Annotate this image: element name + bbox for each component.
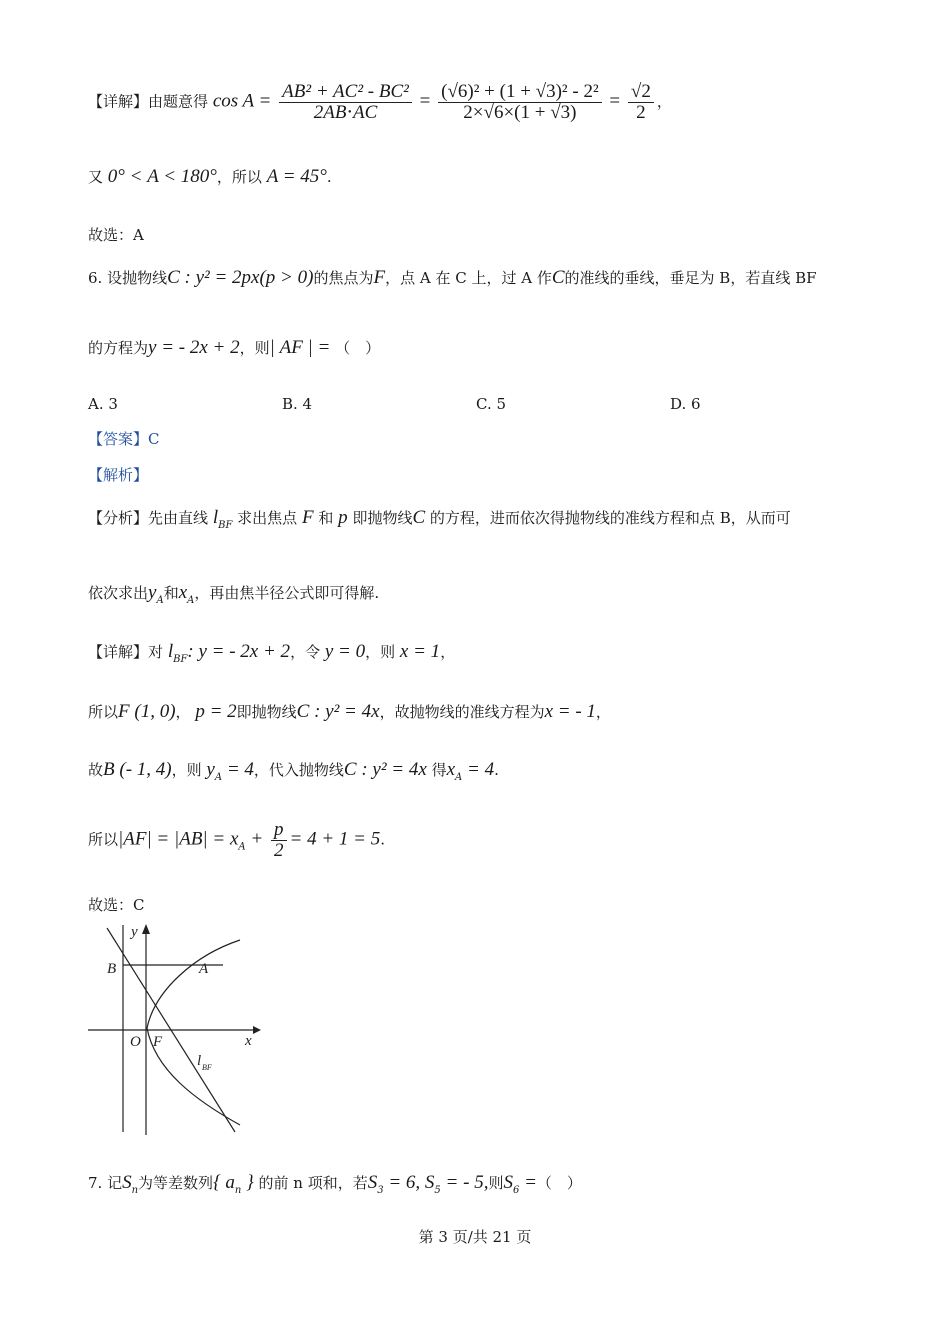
detail-4-line: 故B (- 1, 4)，则 $y_A = 4$，代入抛物线C : y² = 4x 得$x_A = 4$. — [88, 759, 499, 783]
fenxi-line-1: 【分析】先由直线 $l_{BF}$ 求出焦点 F 和 p 即抛物线C 的方程，进而依次得抛物线的准线方程和点 B，从而可 — [88, 507, 791, 531]
label-l-sub: BF — [202, 1063, 212, 1072]
question-6-stem-1: 6. 设抛物线C : y² = 2px(p > 0)的焦点为F，点 A 在 C 上，过 A 作C的准线的垂线，垂足为 B，若直线 BF — [88, 267, 817, 288]
parabola-equation: C : y² = 2px(p > 0) — [167, 267, 314, 288]
label-o: O — [130, 1034, 141, 1050]
y-arrow — [142, 924, 150, 934]
question-6-stem-2: 的方程为y = - 2x + 2，则| AF | = （ ） — [88, 337, 381, 358]
line-equation: y = - 2x + 2 — [148, 337, 240, 358]
fenxi-line-2: 依次求出$y_A$和$x_A$，再由焦半径公式即可得解. — [88, 582, 380, 606]
angle-line: 又 0° < A < 180°，所以 A = 45°. — [88, 166, 332, 187]
p-over-2-fraction: $\frac{p}{2}$ — [271, 820, 287, 861]
page-footer: 第 3 页/共 21 页 — [418, 1228, 532, 1246]
detail-label: 【详解】 — [88, 92, 149, 111]
label-y: y — [131, 924, 138, 940]
option-c: C. 5 — [476, 395, 507, 413]
detail-cos-line: 【详解】由题意得 cos A = $\frac{\text{AB² + AC² - BC²}}{2AB\cdot AC}$ = $\frac{\text{(√6)² + (1 + √3)² - 2²}}{2\times√6\times(1 + √3)}$ = $\frac{√2}{2}$ ， — [88, 81, 672, 123]
option-b: B. 4 — [282, 395, 313, 413]
numeric-fraction: $\frac{\text{(√6)² + (1 + √3)² - 2²}}{2\times√6\times(1 + √3)}$ — [438, 82, 602, 123]
choose-answer-2: 故选：C — [88, 896, 145, 914]
label-x: x — [245, 1033, 252, 1049]
angle-range: 0° < A < 180° — [107, 166, 217, 187]
cosine-law-fraction: $\frac{\text{AB² + AC² - BC²}}{2AB\cdot AC}$ — [279, 82, 412, 123]
choose-answer-1: 故选：A — [88, 226, 144, 244]
question-7-stem: 7. 记$S_n$为等差数列{ $a_n$ } 的前 n 项和，若$S_3 = 6$, $S_5$ = - 5,则$S_6$ =（ ） — [88, 1172, 582, 1196]
parabola-curve — [147, 940, 240, 1125]
detail-3-line: 所以F (1, 0)， p = 2即抛物线C : y² = 4x，故抛物线的准线方程为x = - 1， — [88, 701, 611, 722]
label-a: A — [199, 961, 209, 977]
label-l: l — [197, 1053, 202, 1069]
detail-2-line: 【详解】对 $l_{BF}$: y = - 2x + 2，令 y = 0，则 x = 1， — [88, 641, 456, 665]
angle-result: A = 45° — [266, 166, 327, 187]
result-fraction: $\frac{√2}{2}$ — [628, 82, 654, 123]
option-a: A. 3 — [88, 395, 118, 413]
x-arrow — [253, 1026, 261, 1034]
detail-5-line: 所以$|AF| = |AB| = x_A$ + $\frac{p}{2}$ = 4 + 1 = 5. — [88, 819, 386, 861]
label-b: B — [107, 961, 117, 977]
analysis-label: 【解析】 — [88, 466, 149, 484]
option-d: D. 6 — [670, 395, 701, 413]
label-f: F — [153, 1034, 163, 1050]
answer-label: 【答案】C — [88, 430, 160, 448]
cos-lhs: cos A = — [212, 90, 272, 112]
parabola-figure — [85, 920, 265, 1140]
